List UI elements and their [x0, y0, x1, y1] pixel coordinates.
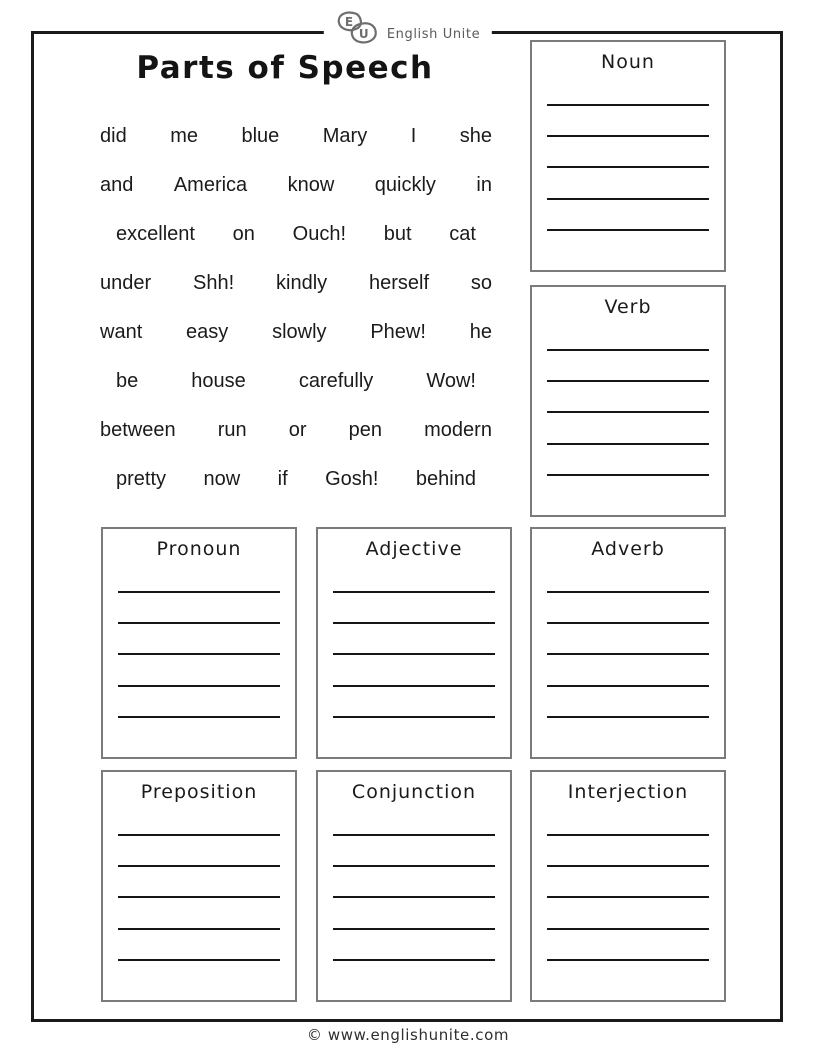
word-bank-word: want [100, 321, 143, 343]
word-bank-line [100, 357, 492, 406]
answer-lines [547, 320, 709, 505]
answer-blank-line [547, 104, 709, 106]
answer-lines [547, 75, 709, 260]
answer-blank-line [333, 716, 495, 718]
category-box-interjection [530, 770, 726, 1002]
answer-blank-line [118, 834, 280, 836]
word-bank-word: and [100, 174, 134, 196]
word-bank-word: he [469, 321, 492, 343]
word-bank-line [100, 112, 492, 161]
category-box-verb [530, 285, 726, 517]
english-unite-logo [324, 8, 492, 50]
word-bank-word: easy [186, 321, 229, 343]
word-bank-line [100, 455, 492, 504]
answer-blank-line [547, 474, 709, 476]
word-bank-word: under [100, 272, 152, 294]
word-bank-word: now [203, 468, 241, 490]
word-bank-word: Gosh! [325, 468, 379, 490]
word-bank-word: she [459, 125, 492, 147]
answer-blank-line [547, 653, 709, 655]
word-bank-word: modern [424, 419, 492, 441]
word-bank-word: pen [348, 419, 383, 441]
word-bank-word: did [100, 125, 127, 147]
answer-blank-line [333, 928, 495, 930]
category-box-title: Adjective [365, 538, 463, 560]
answer-blank-line [547, 928, 709, 930]
word-bank-word: know [287, 174, 335, 196]
answer-blank-line [118, 591, 280, 593]
answer-blank-line [333, 959, 495, 961]
answer-lines [547, 562, 709, 747]
answer-blank-line [547, 380, 709, 382]
word-bank-word: Wow! [426, 370, 476, 392]
answer-lines [547, 805, 709, 990]
answer-blank-line [547, 166, 709, 168]
answer-blank-line [333, 591, 495, 593]
word-bank-word: be [116, 370, 139, 392]
answer-lines [333, 805, 495, 990]
word-bank-word: herself [368, 272, 430, 294]
answer-blank-line [547, 834, 709, 836]
answer-blank-line [333, 653, 495, 655]
word-bank-word: kindly [276, 272, 328, 294]
answer-blank-line [118, 685, 280, 687]
category-box-title: Noun [601, 51, 655, 73]
word-bank-word: house [191, 370, 246, 392]
answer-blank-line [118, 896, 280, 898]
svg-text:E: E [344, 15, 354, 29]
category-box-title: Adverb [591, 538, 665, 560]
word-bank-word: Mary [322, 125, 368, 147]
answer-blank-line [118, 716, 280, 718]
answer-blank-line [333, 685, 495, 687]
word-bank-word: if [277, 468, 288, 490]
answer-blank-line [547, 959, 709, 961]
word-bank-word: cat [449, 223, 476, 245]
answer-blank-line [547, 685, 709, 687]
word-bank-word: quickly [374, 174, 436, 196]
category-box-title: Preposition [140, 781, 258, 803]
answer-blank-line [547, 229, 709, 231]
answer-blank-line [333, 622, 495, 624]
word-bank-word: or [288, 419, 307, 441]
category-box-pronoun [101, 527, 297, 759]
svg-text:U: U [358, 27, 369, 41]
category-box-preposition [101, 770, 297, 1002]
logo-wordmark: English Unite [386, 26, 481, 42]
category-box-conjunction [316, 770, 512, 1002]
word-bank-word: behind [415, 468, 476, 490]
category-box-title: Interjection [567, 781, 689, 803]
answer-blank-line [547, 349, 709, 351]
word-bank-word: run [217, 419, 247, 441]
worksheet-title: Parts of Speech [136, 50, 434, 86]
word-bank-line [100, 259, 492, 308]
answer-blank-line [333, 896, 495, 898]
category-box-noun [530, 40, 726, 272]
word-bank-word: America [173, 174, 248, 196]
answer-lines [333, 562, 495, 747]
word-bank-word: pretty [116, 468, 167, 490]
english-unite-eu-logo-icon [336, 10, 382, 48]
word-bank [100, 112, 492, 504]
word-bank-word: carefully [298, 370, 374, 392]
category-box-title: Pronoun [156, 538, 242, 560]
answer-blank-line [547, 591, 709, 593]
answer-lines [118, 805, 280, 990]
word-bank-word: Phew! [370, 321, 426, 343]
answer-blank-line [547, 865, 709, 867]
word-bank-word: so [470, 272, 492, 294]
word-bank-word: but [383, 223, 412, 245]
word-bank-line [100, 210, 492, 259]
word-bank-word: excellent [116, 223, 195, 245]
word-bank-line [100, 308, 492, 357]
answer-blank-line [118, 959, 280, 961]
answer-blank-line [547, 411, 709, 413]
answer-blank-line [118, 865, 280, 867]
word-bank-word: slowly [272, 321, 327, 343]
word-bank-word: between [100, 419, 176, 441]
category-box-adjective [316, 527, 512, 759]
word-bank-word: I [410, 125, 417, 147]
copyright-footer: © www.englishunite.com [306, 1026, 510, 1044]
answer-blank-line [547, 896, 709, 898]
word-bank-line [100, 406, 492, 455]
word-bank-word: blue [241, 125, 280, 147]
answer-blank-line [547, 716, 709, 718]
word-bank-word: Ouch! [292, 223, 347, 245]
category-box-title: Conjunction [351, 781, 477, 803]
answer-blank-line [333, 834, 495, 836]
word-bank-word: Shh! [193, 272, 235, 294]
answer-blank-line [547, 443, 709, 445]
category-box-title: Verb [604, 296, 652, 318]
word-bank-word: me [170, 125, 198, 147]
answer-blank-line [547, 198, 709, 200]
answer-blank-line [333, 865, 495, 867]
category-box-adverb [530, 527, 726, 759]
answer-blank-line [118, 928, 280, 930]
word-bank-line [100, 161, 492, 210]
answer-blank-line [547, 622, 709, 624]
answer-blank-line [118, 622, 280, 624]
word-bank-word: in [476, 174, 492, 196]
answer-lines [118, 562, 280, 747]
word-bank-word: on [232, 223, 255, 245]
answer-blank-line [547, 135, 709, 137]
answer-blank-line [118, 653, 280, 655]
